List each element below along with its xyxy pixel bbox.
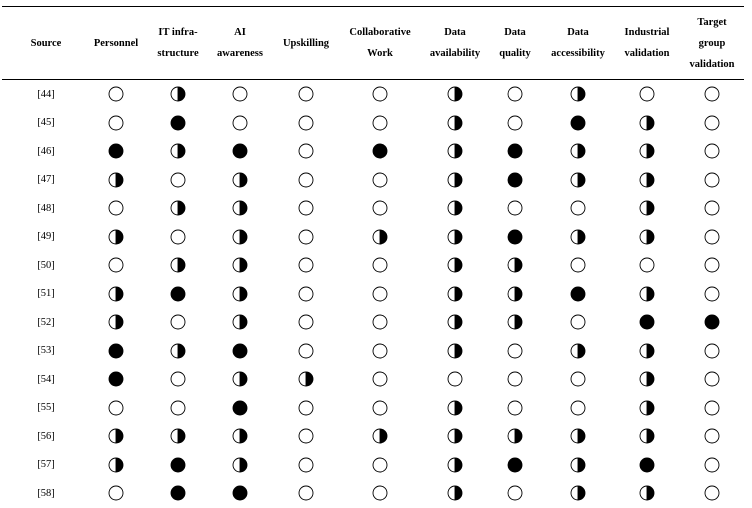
column-header: IT infra- structure bbox=[157, 27, 199, 59]
empty-circle-icon bbox=[635, 251, 659, 279]
empty-circle-icon bbox=[700, 80, 724, 108]
half-circle-icon bbox=[635, 394, 659, 422]
full-circle-icon bbox=[104, 337, 128, 365]
half-circle-icon bbox=[104, 280, 128, 308]
table-row bbox=[0, 394, 752, 422]
table-top-rule bbox=[2, 6, 744, 7]
empty-circle-icon bbox=[700, 422, 724, 450]
half-circle-icon bbox=[635, 479, 659, 507]
full-circle-icon bbox=[104, 137, 128, 165]
empty-circle-icon bbox=[503, 109, 527, 137]
half-circle-icon bbox=[503, 251, 527, 279]
half-circle-icon bbox=[228, 194, 252, 222]
empty-circle-icon bbox=[294, 451, 318, 479]
half-circle-icon bbox=[166, 194, 190, 222]
empty-circle-icon bbox=[700, 194, 724, 222]
half-circle-icon bbox=[635, 223, 659, 251]
table-row bbox=[0, 223, 752, 251]
half-circle-icon bbox=[566, 137, 590, 165]
empty-circle-icon bbox=[104, 394, 128, 422]
half-circle-icon bbox=[228, 223, 252, 251]
table-row bbox=[0, 137, 752, 165]
source-reference: [46] bbox=[37, 145, 55, 157]
empty-circle-icon bbox=[166, 365, 190, 393]
full-circle-icon bbox=[368, 137, 392, 165]
column-header: Upskilling bbox=[282, 37, 330, 49]
source-reference: [55] bbox=[37, 402, 55, 413]
empty-circle-icon bbox=[700, 137, 724, 165]
empty-circle-icon bbox=[166, 166, 190, 194]
empty-circle-icon bbox=[294, 166, 318, 194]
half-circle-icon bbox=[566, 451, 590, 479]
empty-circle-icon bbox=[294, 308, 318, 336]
column-header: Data availability bbox=[429, 27, 481, 59]
empty-circle-icon bbox=[566, 194, 590, 222]
empty-circle-icon bbox=[368, 451, 392, 479]
empty-circle-icon bbox=[104, 194, 128, 222]
empty-circle-icon bbox=[294, 80, 318, 108]
empty-circle-icon bbox=[700, 223, 724, 251]
empty-circle-icon bbox=[635, 80, 659, 108]
empty-circle-icon bbox=[368, 80, 392, 108]
full-circle-icon bbox=[503, 166, 527, 194]
empty-circle-icon bbox=[228, 80, 252, 108]
empty-circle-icon bbox=[368, 394, 392, 422]
source-reference: [57] bbox=[37, 459, 55, 470]
empty-circle-icon bbox=[368, 109, 392, 137]
half-circle-icon bbox=[166, 422, 190, 450]
full-circle-icon bbox=[635, 451, 659, 479]
source-reference: [50] bbox=[37, 259, 55, 271]
full-circle-icon bbox=[228, 394, 252, 422]
empty-circle-icon bbox=[700, 451, 724, 479]
empty-circle-icon bbox=[104, 251, 128, 279]
half-circle-icon bbox=[228, 365, 252, 393]
empty-circle-icon bbox=[294, 109, 318, 137]
empty-circle-icon bbox=[368, 308, 392, 336]
half-circle-icon bbox=[228, 308, 252, 336]
empty-circle-icon bbox=[368, 251, 392, 279]
source-reference: [48] bbox=[37, 202, 55, 214]
full-circle-icon bbox=[566, 280, 590, 308]
empty-circle-icon bbox=[294, 251, 318, 279]
source-reference: [44] bbox=[37, 88, 55, 100]
half-circle-icon bbox=[635, 109, 659, 137]
half-circle-icon bbox=[443, 223, 467, 251]
source-reference: [56] bbox=[37, 430, 55, 442]
empty-circle-icon bbox=[294, 194, 318, 222]
half-circle-icon bbox=[443, 280, 467, 308]
half-circle-icon bbox=[635, 365, 659, 393]
half-circle-icon bbox=[443, 451, 467, 479]
full-circle-icon bbox=[503, 451, 527, 479]
empty-circle-icon bbox=[700, 479, 724, 507]
half-circle-icon bbox=[368, 223, 392, 251]
empty-circle-icon bbox=[700, 394, 724, 422]
full-circle-icon bbox=[566, 109, 590, 137]
empty-circle-icon bbox=[294, 479, 318, 507]
empty-circle-icon bbox=[503, 80, 527, 108]
half-circle-icon bbox=[368, 422, 392, 450]
table-row bbox=[0, 280, 752, 308]
full-circle-icon bbox=[635, 308, 659, 336]
source-reference: [45] bbox=[37, 117, 55, 128]
source-reference: [47] bbox=[37, 174, 55, 185]
half-circle-icon bbox=[503, 308, 527, 336]
half-circle-icon bbox=[443, 137, 467, 165]
column-header: Target group validation bbox=[689, 16, 735, 70]
half-circle-icon bbox=[566, 337, 590, 365]
empty-circle-icon bbox=[294, 394, 318, 422]
half-circle-icon bbox=[566, 422, 590, 450]
full-circle-icon bbox=[166, 451, 190, 479]
empty-circle-icon bbox=[368, 365, 392, 393]
half-circle-icon bbox=[166, 337, 190, 365]
empty-circle-icon bbox=[368, 194, 392, 222]
half-circle-icon bbox=[443, 394, 467, 422]
half-circle-icon bbox=[443, 308, 467, 336]
half-circle-icon bbox=[443, 422, 467, 450]
table-row bbox=[0, 308, 752, 336]
empty-circle-icon bbox=[503, 194, 527, 222]
column-header: Collaborative Work bbox=[349, 27, 411, 59]
empty-circle-icon bbox=[368, 479, 392, 507]
half-circle-icon bbox=[104, 451, 128, 479]
half-circle-icon bbox=[635, 166, 659, 194]
full-circle-icon bbox=[228, 479, 252, 507]
empty-circle-icon bbox=[566, 308, 590, 336]
half-circle-icon bbox=[166, 137, 190, 165]
half-circle-icon bbox=[503, 422, 527, 450]
empty-circle-icon bbox=[566, 394, 590, 422]
column-header: Data accessibility bbox=[551, 27, 605, 59]
full-circle-icon bbox=[166, 479, 190, 507]
half-circle-icon bbox=[635, 422, 659, 450]
empty-circle-icon bbox=[104, 80, 128, 108]
empty-circle-icon bbox=[294, 422, 318, 450]
empty-circle-icon bbox=[228, 109, 252, 137]
empty-circle-icon bbox=[443, 365, 467, 393]
half-circle-icon bbox=[228, 280, 252, 308]
half-circle-icon bbox=[635, 280, 659, 308]
half-circle-icon bbox=[443, 109, 467, 137]
half-circle-icon bbox=[166, 80, 190, 108]
table-row bbox=[0, 337, 752, 365]
empty-circle-icon bbox=[166, 223, 190, 251]
empty-circle-icon bbox=[566, 365, 590, 393]
half-circle-icon bbox=[228, 166, 252, 194]
full-circle-icon bbox=[104, 365, 128, 393]
empty-circle-icon bbox=[368, 280, 392, 308]
empty-circle-icon bbox=[294, 337, 318, 365]
half-circle-icon bbox=[635, 337, 659, 365]
empty-circle-icon bbox=[503, 365, 527, 393]
half-circle-icon bbox=[443, 194, 467, 222]
source-reference: [54] bbox=[37, 373, 55, 385]
full-circle-icon bbox=[228, 137, 252, 165]
half-circle-icon bbox=[566, 80, 590, 108]
empty-circle-icon bbox=[294, 137, 318, 165]
empty-circle-icon bbox=[166, 394, 190, 422]
column-header: Source bbox=[30, 37, 62, 49]
half-circle-icon bbox=[443, 251, 467, 279]
full-circle-icon bbox=[166, 280, 190, 308]
empty-circle-icon bbox=[700, 251, 724, 279]
half-circle-icon bbox=[635, 137, 659, 165]
table-row bbox=[0, 251, 752, 279]
half-circle-icon bbox=[104, 422, 128, 450]
half-circle-icon bbox=[503, 280, 527, 308]
empty-circle-icon bbox=[368, 166, 392, 194]
source-reference: [58] bbox=[37, 487, 55, 499]
empty-circle-icon bbox=[503, 479, 527, 507]
half-circle-icon bbox=[566, 166, 590, 194]
empty-circle-icon bbox=[294, 223, 318, 251]
half-circle-icon bbox=[228, 251, 252, 279]
empty-circle-icon bbox=[566, 251, 590, 279]
full-circle-icon bbox=[228, 337, 252, 365]
empty-circle-icon bbox=[294, 280, 318, 308]
column-header: AI awareness bbox=[217, 27, 263, 59]
half-circle-icon bbox=[443, 80, 467, 108]
empty-circle-icon bbox=[503, 337, 527, 365]
half-circle-icon bbox=[104, 223, 128, 251]
table-row bbox=[0, 166, 752, 194]
table-row bbox=[0, 479, 752, 507]
half-circle-icon bbox=[294, 365, 318, 393]
half-circle-icon bbox=[104, 166, 128, 194]
source-reference: [49] bbox=[37, 231, 55, 242]
empty-circle-icon bbox=[503, 394, 527, 422]
table-row bbox=[0, 194, 752, 222]
full-circle-icon bbox=[503, 223, 527, 251]
half-circle-icon bbox=[566, 479, 590, 507]
half-circle-icon bbox=[443, 337, 467, 365]
column-header: Personnel bbox=[93, 37, 139, 49]
half-circle-icon bbox=[228, 451, 252, 479]
empty-circle-icon bbox=[368, 337, 392, 365]
half-circle-icon bbox=[104, 308, 128, 336]
table-row bbox=[0, 451, 752, 479]
full-circle-icon bbox=[700, 308, 724, 336]
half-circle-icon bbox=[166, 251, 190, 279]
empty-circle-icon bbox=[700, 365, 724, 393]
empty-circle-icon bbox=[104, 479, 128, 507]
half-circle-icon bbox=[443, 166, 467, 194]
table-row bbox=[0, 365, 752, 393]
empty-circle-icon bbox=[700, 337, 724, 365]
empty-circle-icon bbox=[166, 308, 190, 336]
source-reference: [51] bbox=[37, 288, 55, 299]
half-circle-icon bbox=[635, 194, 659, 222]
full-circle-icon bbox=[503, 137, 527, 165]
empty-circle-icon bbox=[700, 166, 724, 194]
empty-circle-icon bbox=[700, 109, 724, 137]
half-circle-icon bbox=[566, 223, 590, 251]
empty-circle-icon bbox=[104, 109, 128, 137]
table-row bbox=[0, 80, 752, 108]
column-header: Industrial validation bbox=[624, 27, 670, 59]
table-row bbox=[0, 422, 752, 450]
half-circle-icon bbox=[228, 422, 252, 450]
full-circle-icon bbox=[166, 109, 190, 137]
table-row bbox=[0, 109, 752, 137]
half-circle-icon bbox=[443, 479, 467, 507]
source-reference: [53] bbox=[37, 345, 55, 356]
empty-circle-icon bbox=[700, 280, 724, 308]
source-reference: [52] bbox=[37, 316, 55, 328]
column-header: Data quality bbox=[499, 27, 531, 59]
